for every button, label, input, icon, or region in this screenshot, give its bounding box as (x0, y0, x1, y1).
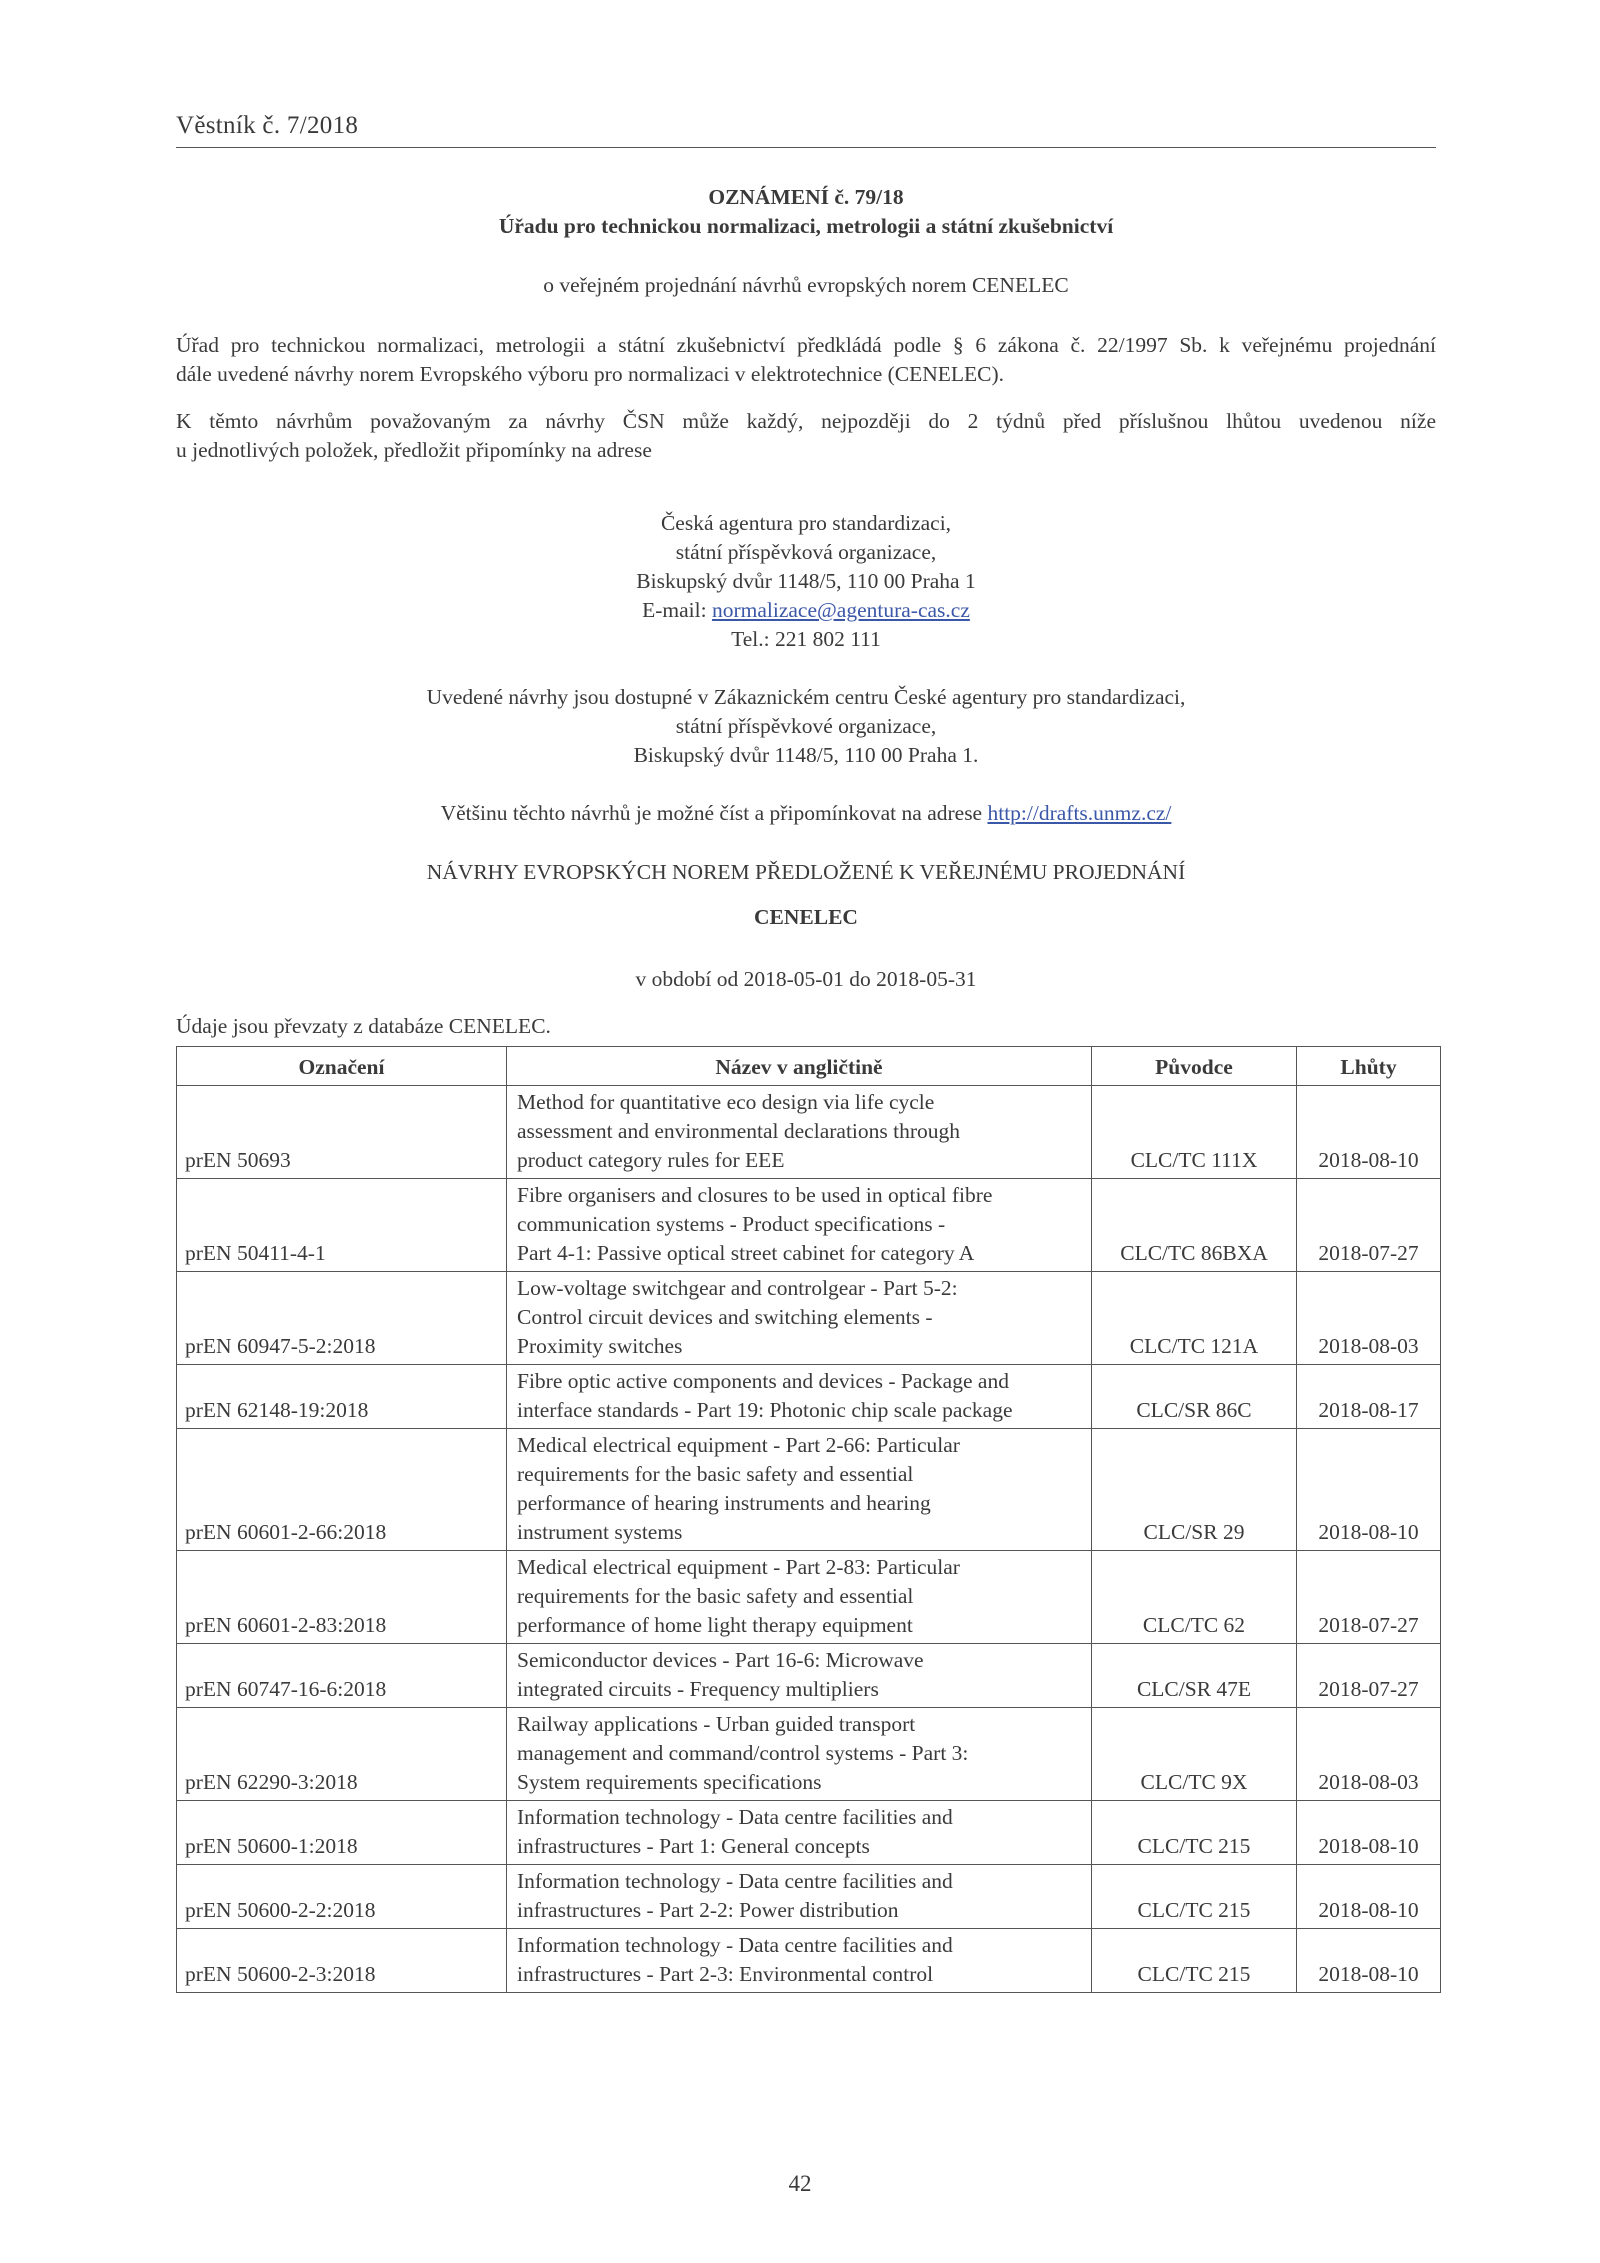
header-rule (176, 147, 1436, 148)
table-row (177, 1801, 1441, 1865)
cell-originator: CLC/TC 111X (1092, 1086, 1297, 1179)
announcement-subject: o veřejném projednání návrhů evropských norem CENELEC (543, 273, 1069, 297)
cell-title (507, 1086, 1092, 1179)
table-row (177, 1708, 1441, 1801)
title-line: Information technology - Data centre facilities and (517, 1805, 953, 1829)
cell-designation: prEN 60947-5-2:2018 (177, 1272, 507, 1365)
cell-originator: CLC/SR 86C (1092, 1365, 1297, 1429)
organization-heading: CENELEC (754, 905, 858, 929)
cell-title (507, 1865, 1092, 1929)
title-line: interface standards - Part 19: Photonic chip scale package (517, 1398, 1013, 1422)
title-line: infrastructures - Part 1: General concepts (517, 1834, 870, 1858)
intro-line: Úřad pro technickou normalizaci, metrologii a státní zkušebnictví předkládá podle § 6 zákona č. 22/1997 Sb. k veřejnému projednání (176, 333, 1436, 357)
title-line: Medical electrical equipment - Part 2-83: Particular (517, 1555, 960, 1579)
title-line: Railway applications - Urban guided transport (517, 1712, 916, 1736)
cell-deadline: 2018-07-27 (1297, 1179, 1441, 1272)
norms-table (176, 1046, 1441, 1993)
cell-originator: CLC/TC 215 (1092, 1929, 1297, 1993)
header-designation: Označení (177, 1047, 507, 1086)
table-row (177, 1865, 1441, 1929)
title-line: infrastructures - Part 2-2: Power distribution (517, 1898, 899, 1922)
cell-deadline: 2018-07-27 (1297, 1644, 1441, 1708)
section-title: NÁVRHY EVROPSKÝCH NOREM PŘEDLOŽENÉ K VEŘEJNÉMU PROJEDNÁNÍ (426, 860, 1186, 884)
cell-title (507, 1708, 1092, 1801)
cell-originator: CLC/TC 215 (1092, 1801, 1297, 1865)
table-row (177, 1429, 1441, 1551)
cell-deadline: 2018-08-10 (1297, 1801, 1441, 1865)
cell-title (507, 1272, 1092, 1365)
availability-line: Biskupský dvůr 1148/5, 110 00 Praha 1. (633, 743, 979, 767)
drafts-link[interactable]: http://drafts.unmz.cz/ (987, 801, 1172, 825)
cell-designation: prEN 50600-2-3:2018 (177, 1929, 507, 1993)
title-line: Control circuit devices and switching elements - (517, 1305, 933, 1329)
title-line: Proximity switches (517, 1334, 683, 1358)
title-line: requirements for the basic safety and essential (517, 1462, 914, 1486)
comments-line: u jednotlivých položek, předložit připomínky na adrese (176, 438, 652, 462)
cell-deadline: 2018-08-10 (1297, 1429, 1441, 1551)
table-row (177, 1365, 1441, 1429)
table-row (177, 1929, 1441, 1993)
cell-deadline: 2018-08-03 (1297, 1708, 1441, 1801)
cell-designation: prEN 62148-19:2018 (177, 1365, 507, 1429)
availability-line: Uvedené návrhy jsou dostupné v Zákaznickém centru České agentury pro standardizaci, (426, 685, 1186, 709)
title-line: Medical electrical equipment - Part 2-66: Particular (517, 1433, 960, 1457)
address-block (176, 509, 1436, 654)
cell-deadline: 2018-08-10 (1297, 1865, 1441, 1929)
cell-designation: prEN 60601-2-83:2018 (177, 1551, 507, 1644)
header-title: Název v angličtině (507, 1047, 1092, 1086)
header-deadline: Lhůty (1297, 1047, 1441, 1086)
cell-title (507, 1929, 1092, 1993)
cell-originator: CLC/TC 121A (1092, 1272, 1297, 1365)
address-email-row (176, 596, 1436, 625)
cell-designation: prEN 60601-2-66:2018 (177, 1429, 507, 1551)
cell-originator: CLC/SR 29 (1092, 1429, 1297, 1551)
header-originator: Původce (1092, 1047, 1297, 1086)
cell-title (507, 1179, 1092, 1272)
cell-deadline: 2018-08-10 (1297, 1929, 1441, 1993)
title-line: instrument systems (517, 1520, 683, 1544)
title-line: Part 4-1: Passive optical street cabinet for category A (517, 1241, 975, 1265)
title-line: performance of home light therapy equipment (517, 1613, 913, 1637)
title-line: performance of hearing instruments and hearing (517, 1491, 931, 1515)
cell-title (507, 1644, 1092, 1708)
intro-paragraph (176, 331, 1436, 389)
cell-designation: prEN 50600-2-2:2018 (177, 1865, 507, 1929)
address-line: Biskupský dvůr 1148/5, 110 00 Praha 1 (636, 569, 976, 593)
availability-line: státní příspěvkové organizace, (675, 714, 937, 738)
email-link[interactable]: normalizace@agentura-cas.cz (711, 598, 970, 622)
title-line: integrated circuits - Frequency multipliers (517, 1677, 879, 1701)
comments-paragraph (176, 407, 1436, 465)
comments-line: K těmto návrhům považovaným za návrhy ČSN může každý, nejpozději do 2 týdnů před příslušnou lhůtou uvedenou níže (176, 409, 1436, 433)
drafts-note (176, 799, 1436, 828)
title-line: product category rules for EEE (517, 1148, 785, 1172)
title-line: communication systems - Product specifications - (517, 1212, 946, 1236)
period-text: v období od 2018-05-01 do 2018-05-31 (635, 967, 977, 991)
cell-deadline: 2018-08-03 (1297, 1272, 1441, 1365)
cell-designation: prEN 50693 (177, 1086, 507, 1179)
cell-designation: prEN 60747-16-6:2018 (177, 1644, 507, 1708)
table-row (177, 1086, 1441, 1179)
cell-designation: prEN 50600-1:2018 (177, 1801, 507, 1865)
cell-title (507, 1365, 1092, 1429)
page-number: 42 (788, 2171, 812, 2196)
cell-deadline: 2018-08-10 (1297, 1086, 1441, 1179)
availability-block (176, 683, 1436, 770)
cell-title (507, 1429, 1092, 1551)
announcement-issuer: Úřadu pro technickou normalizaci, metrologii a státní zkušebnictví (498, 214, 1114, 238)
title-line: Information technology - Data centre facilities and (517, 1933, 953, 1957)
address-line: Česká agentura pro standardizaci, (660, 511, 952, 535)
cell-title (507, 1801, 1092, 1865)
announcement-title: OZNÁMENÍ č. 79/18 (708, 185, 904, 209)
title-line: Fibre optic active components and devices - Package and (517, 1369, 1009, 1393)
title-line: Semiconductor devices - Part 16-6: Microwave (517, 1648, 924, 1672)
address-line: státní příspěvková organizace, (675, 540, 937, 564)
table-row (177, 1272, 1441, 1365)
drafts-note-text: Většinu těchto návrhů je možné číst a připomínkovat na adrese (440, 801, 988, 825)
table-header-row (177, 1047, 1441, 1086)
table-row (177, 1179, 1441, 1272)
title-line: requirements for the basic safety and essential (517, 1584, 914, 1608)
cell-originator: CLC/TC 86BXA (1092, 1179, 1297, 1272)
table-row (177, 1644, 1441, 1708)
address-phone: Tel.: 221 802 111 (731, 627, 881, 651)
cell-originator: CLC/TC 9X (1092, 1708, 1297, 1801)
cell-deadline: 2018-08-17 (1297, 1365, 1441, 1429)
intro-line: dále uvedené návrhy norem Evropského výboru pro normalizaci v elektrotechnice (CENELEC). (176, 362, 1005, 386)
title-line: assessment and environmental declarations through (517, 1119, 961, 1143)
title-line: System requirements specifications (517, 1770, 822, 1794)
title-line: Low-voltage switchgear and controlgear - Part 5-2: (517, 1276, 958, 1300)
source-note: Údaje jsou převzaty z databáze CENELEC. (176, 1014, 551, 1038)
email-label: E-mail: (642, 598, 712, 622)
table-body (177, 1086, 1441, 1993)
title-line: Information technology - Data centre facilities and (517, 1869, 953, 1893)
table-row (177, 1551, 1441, 1644)
cell-designation: prEN 50411-4-1 (177, 1179, 507, 1272)
title-line: Fibre organisers and closures to be used in optical fibre (517, 1183, 993, 1207)
running-head: Věstník č. 7/2018 (176, 112, 359, 139)
cell-title (507, 1551, 1092, 1644)
title-line: infrastructures - Part 2-3: Environmental control (517, 1962, 934, 1986)
cell-originator: CLC/SR 47E (1092, 1644, 1297, 1708)
cell-designation: prEN 62290-3:2018 (177, 1708, 507, 1801)
title-line: Method for quantitative eco design via life cycle (517, 1090, 935, 1114)
cell-deadline: 2018-07-27 (1297, 1551, 1441, 1644)
title-line: management and command/control systems - Part 3: (517, 1741, 969, 1765)
cell-originator: CLC/TC 215 (1092, 1865, 1297, 1929)
cell-originator: CLC/TC 62 (1092, 1551, 1297, 1644)
